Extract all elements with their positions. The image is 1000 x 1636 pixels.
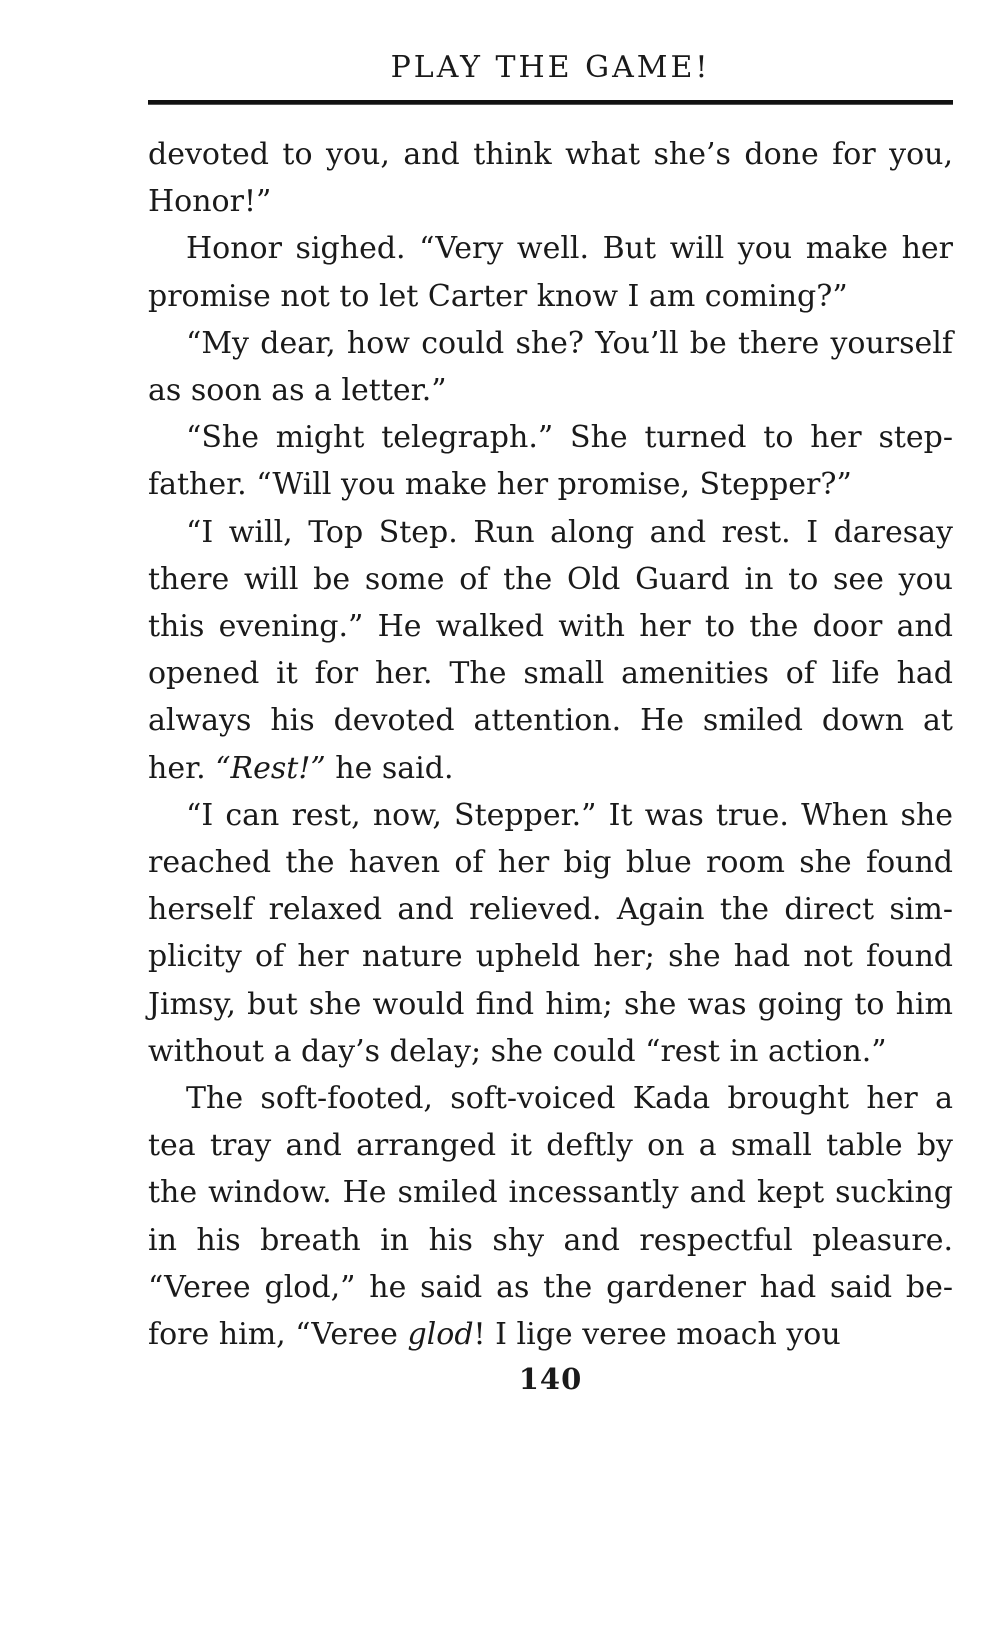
- book-page: [148, 48, 953, 1396]
- paragraph-6: [148, 792, 953, 1075]
- paragraph-5: [148, 509, 953, 792]
- glod-italic: glod: [407, 1317, 474, 1353]
- paragraph-6-text: “I can rest, now, Stepper.” It was true. When she reached the haven of her big blue room she found herself relaxed and relieved. Again the direct simplicity of her nature upheld her; she had not found Jimsy, but she would find him; she was going to him without a day’s delay; she could “rest in action.”: [148, 797, 953, 1069]
- rest-italic: “Rest!”: [215, 750, 326, 786]
- paragraph-5-text: “I will, Top Step. Run along and rest. I daresay there will be some of the Old Guard in to see you this evening.” He walked with her to the door and opened it for her. The small amenities of life had always his devoted attention. He smiled down at her.: [148, 514, 953, 786]
- paragraph-3: [148, 320, 953, 414]
- paragraph-4: [148, 414, 953, 508]
- rest-tail: he said.: [325, 750, 454, 786]
- page-number: 140: [518, 1362, 583, 1397]
- paragraph-2: [148, 225, 953, 319]
- glod-tail: ! I lige veree moach you: [473, 1317, 841, 1353]
- paragraph-1-text: devoted to you, and think what she’s done for you, Honor!”: [148, 137, 953, 220]
- paragraph-7: [148, 1075, 953, 1358]
- paragraph-1: [148, 131, 953, 225]
- paragraph-3-text: “My dear, how could she? You’ll be there yourself as soon as a letter.”: [148, 325, 953, 409]
- paragraph-7-text: The soft-footed, soft-voiced Kada brought her a tea tray and arranged it deftly on a small table by the window. He smiled incessantly and kept sucking in his breath in his shy and respectful pleasure. “Veree glod,” he said as the gardener had said before him, “Veree: [148, 1081, 953, 1353]
- body-text: [148, 131, 953, 1358]
- paragraph-4-text: “She might telegraph.” She turned to her stepfather. “Will you make her promise, Stepper?”: [148, 420, 953, 503]
- header-rule: [148, 100, 953, 105]
- paragraph-2-text: Honor sighed. “Very well. But will you make her promise not to let Carter know I am coming?”: [148, 231, 953, 314]
- running-title: PLAY THE GAME!: [390, 50, 711, 85]
